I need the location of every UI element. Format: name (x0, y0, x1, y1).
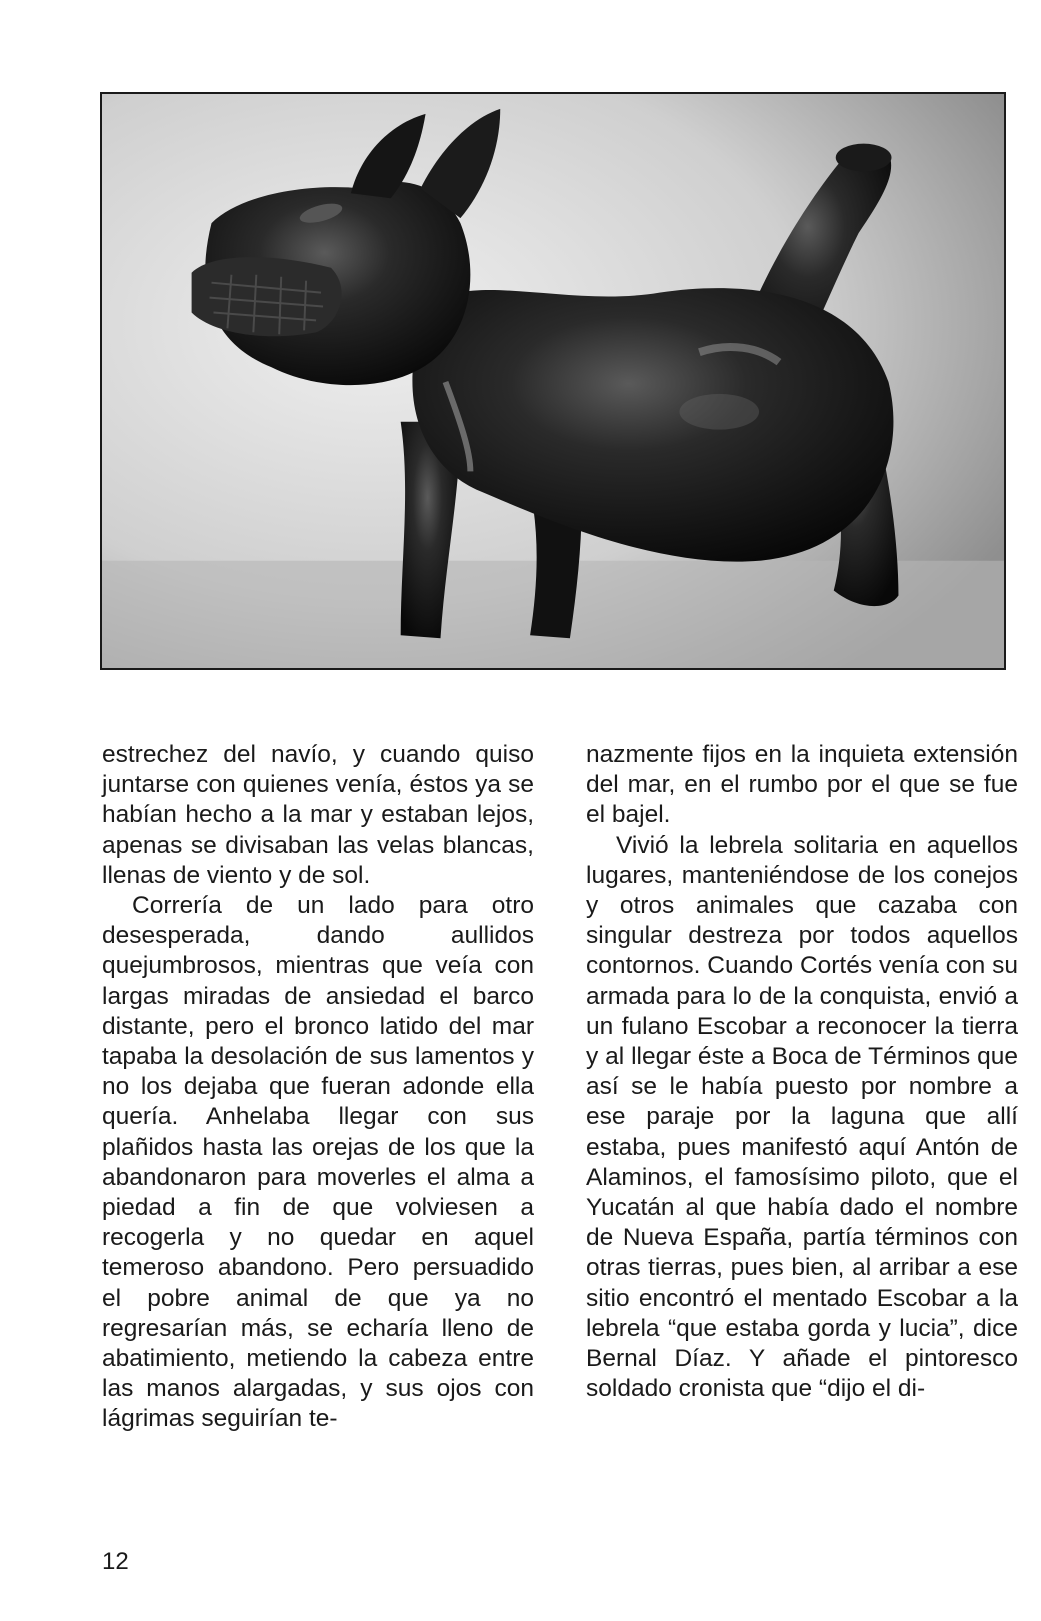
text-column-right (586, 740, 1018, 1404)
paragraph: estrechez del navío, y cuando quiso juntarse con quienes venía, éstos ya se habían hecho a la mar y estaban lejos, apenas se divisaban las velas blancas, llenas de viento y de sol. (102, 741, 534, 889)
text-column-left (102, 740, 534, 1435)
paragraph: nazmente fijos en la inquieta extensión del mar, en el rumbo por el que se fue el bajel. (586, 741, 1018, 829)
paragraph: Correría de un lado para otro desesperada, dando aullidos quejumbrosos, mientras que veía con largas miradas de ansiedad el barco distante, pero el bronco latido del mar tapaba la desolación de sus lamentos y no los dejaba que fueran adonde ella quería. Anhelaba llegar con sus plañidos hasta las orejas de los que la abandonaron para moverles el alma a piedad a fin de que volviesen a recogerla y no quedar en aquel temeroso abandono. Pero persuadido el pobre animal de que ya no regresarían más, se echaría lleno de abatimiento, metiendo la cabeza entre las manos alargadas, y sus ojos con lágrimas seguirían te- (102, 892, 534, 1433)
photo-figure (100, 92, 1006, 670)
ceramic-dog-sculpture-photo-icon (102, 94, 1004, 668)
paragraph: Vivió la lebrela solitaria en aquellos lugares, manteniéndose de los conejos y otros animales que cazaba con singular destreza por todos aquellos contornos. Cuando Cortés venía con su armada para lo de la conquista, envió a un fulano Escobar a reconocer la tierra y al llegar éste a Boca de Términos que así se le había puesto por nombre a ese paraje por la laguna que allí estaba, pues manifestó aquí Antón de Alaminos, el famosísimo piloto, que el Yucatán al que había dado el nombre de Nueva España, partía términos con otras tierras, pues bien, al arribar a ese sitio encontró el mentado Escobar a la lebrela “que estaba gorda y lucia”, dice Bernal Díaz. Y añade el pintoresco soldado cronista que “dijo el di- (586, 831, 1018, 1403)
page-number: 12 (102, 1548, 129, 1575)
